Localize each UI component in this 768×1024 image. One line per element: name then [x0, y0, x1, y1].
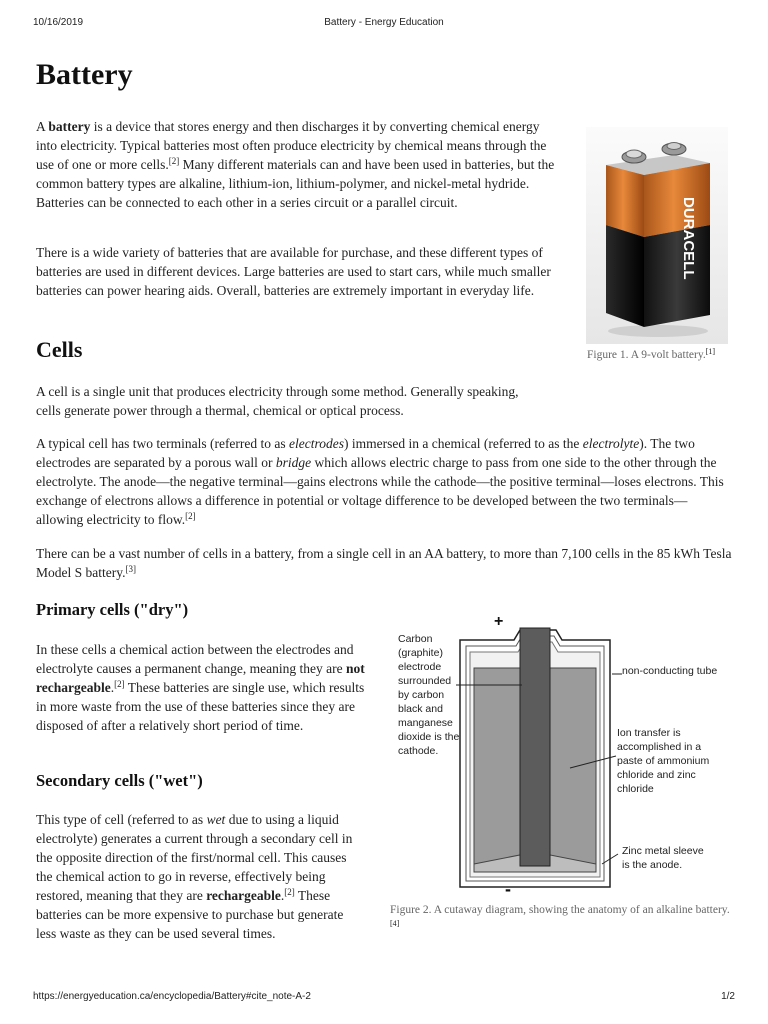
cells-paragraph-2: A typical cell has two terminals (referred to as electrodes) immersed in a chemical (referred to as the electrolyte). The two electrodes are separated by a porous wall or bridge which allows electric charge to pass from one side to the other through the electrolyte. The anode—the negative terminal—gains electrons while the cathode—the positive terminal—loses electrons. This exchange of electrons allows a difference in potential or voltage difference to be developed between the two terminals—allowing electricity to flow.[2] — [36, 436, 724, 527]
article-title: Battery — [36, 58, 133, 91]
section-heading-cells: Cells — [36, 337, 83, 362]
figure-2-cutaway-diagram — [390, 612, 735, 897]
page-number: 1/2 — [721, 991, 735, 1002]
citation-link[interactable]: [4] — [390, 919, 400, 928]
subsection-heading-secondary-cells: Secondary cells ("wet") — [36, 771, 203, 790]
citation-link[interactable]: [3] — [125, 564, 136, 574]
citation-link[interactable]: [2] — [284, 887, 295, 897]
label-zinc-anode: Zinc metal sleeve is the anode. — [622, 845, 704, 871]
figure-2-caption: Figure 2. A cutaway diagram, showing the anatomy of an alkaline battery.[4] — [390, 904, 730, 928]
negative-terminal-symbol: - — [505, 879, 511, 897]
print-date: 10/16/2019 — [33, 17, 84, 28]
label-ion-transfer: Ion transfer is accomplished in a paste of ammonium chloride and zinc chloride — [617, 727, 710, 795]
citation-link[interactable]: [2] — [114, 679, 125, 689]
term-battery: battery — [48, 119, 91, 134]
positive-terminal-symbol: + — [494, 613, 504, 630]
figure-1-caption: Figure 1. A 9-volt battery.[1] — [587, 347, 716, 361]
cells-paragraph-3: There can be a vast number of cells in a battery, from a single cell in an AA battery, to more than 7,100 cells in the 85 kWh Tesla Model S battery.[3] — [36, 546, 732, 580]
cells-paragraph-1: A cell is a single unit that produces electricity through some method. Generally speaking, cells generate power through a thermal, chemical or optical process. — [36, 384, 519, 418]
intro-paragraph-2: There is a wide variety of batteries that are available for purchase, and these different types of batteries are used in different devices. Large batteries are used to start cars, while much smaller batteries can power hearing aids. Overall, batteries are extremely important in everyday life. — [36, 245, 551, 298]
label-non-conducting-tube: non-conducting tube — [622, 665, 718, 677]
battery-brand-text: DURACELL — [680, 197, 697, 280]
label-carbon-cathode: Carbon (graphite) electrode surrounded by carbon black and manganese dioxide is the cathode. — [398, 633, 460, 757]
intro-paragraph-1: A battery is a device that stores energy and then discharges it by converting chemical energy into electricity. Typical batteries most often produce electricity by chemical means through the use of one or more cells.[2] Many different materials can and have been used in batteries, but the common battery types are alkaline, lithium-ion, lithium-polymer, and nickel-metal hydride. Batteries can be connected to each other in a series circuit or a parallel circuit. — [36, 119, 555, 210]
citation-link[interactable]: [2] — [185, 511, 196, 521]
print-header — [33, 17, 735, 31]
primary-cells-paragraph: In these cells a chemical action between the electrodes and electrolyte causes a permanent change, meaning they are not rechargeable.[2] These batteries are single use, which results in more waste from the use of these batteries since they are disposed of after a relatively short period of time. — [36, 642, 365, 733]
nine-volt-battery-image — [586, 127, 728, 344]
figure-1-battery-photo — [586, 127, 728, 344]
secondary-cells-paragraph: This type of cell (referred to as wet due to using a liquid electrolyte) generates a current through a secondary cell in the opposite direction of the first/normal cell. This causes the chemical action to go in reverse, effectively being restored, meaning that they are rechargeable.[2] These batteries can be more expensive to purchase but generate less waste as they can be used several times. — [36, 812, 353, 941]
page-url-link[interactable]: https://energyeducation.ca/encyclopedia/Battery#cite_note-A-2 — [33, 991, 311, 1002]
citation-link[interactable]: [2] — [168, 156, 180, 166]
citation-link[interactable]: [1] — [705, 347, 716, 356]
print-footer — [33, 991, 735, 1005]
subsection-heading-primary-cells: Primary cells ("dry") — [36, 600, 189, 619]
print-page-title: Battery - Energy Education — [324, 17, 444, 28]
